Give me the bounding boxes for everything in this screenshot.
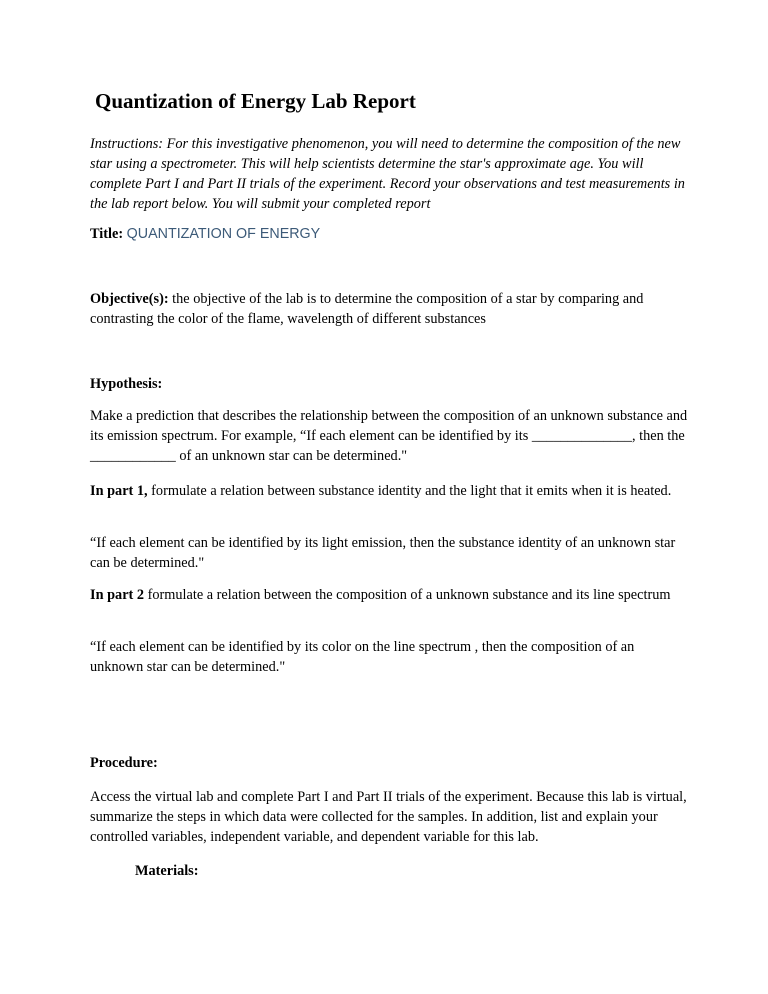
materials-heading bbox=[135, 861, 735, 881]
hypothesis-intro: Make a prediction that describes the relationship between the composition of an unknown substance and its emission spectrum. For example, “If each element can be identified by its ______________, then the ____________ of an unknown star can be determined." bbox=[90, 408, 688, 464]
procedure-heading bbox=[90, 753, 690, 773]
hypothesis-part2 bbox=[90, 585, 690, 605]
hypothesis-part1 bbox=[90, 481, 690, 501]
hypothesis-heading-text: Hypothesis: bbox=[90, 376, 163, 392]
hypothesis-heading bbox=[90, 374, 690, 394]
materials-heading-text: Materials: bbox=[135, 863, 199, 879]
objective-label: Objective(s): bbox=[90, 291, 169, 307]
title-label: Title: bbox=[90, 226, 124, 242]
procedure-heading-text: Procedure: bbox=[90, 755, 158, 771]
title-value: QUANTIZATION OF ENERGY bbox=[126, 226, 321, 242]
part1-text: formulate a relation between substance identity and the light that it emits when it is heated. bbox=[147, 483, 672, 499]
instructions-text: Instructions: For this investigative phenomenon, you will need to determine the composition of the new star using a spectrometer. This will help scientists determine the star's approximate age. You will complete Part I and Part II trials of the experiment. Record your observations and test measurements in the lab report below. You will submit your completed report bbox=[90, 136, 685, 212]
objective-text: the objective of the lab is to determine the composition of a star by comparing and contrasting the color of the flame, wavelength of different substances bbox=[90, 291, 644, 327]
part1-label: In part 1, bbox=[90, 483, 148, 499]
part2-answer: “If each element can be identified by its color on the line spectrum , then the composition of an unknown star can be determined." bbox=[90, 639, 635, 675]
part2-label: In part 2 bbox=[90, 587, 145, 603]
procedure-text: Access the virtual lab and complete Part I and Part II trials of the experiment. Because this lab is virtual, summarize the steps in which data were collected for the samples. In addition, list and explain your controlled variables, independent variable, and dependent variable for this lab. bbox=[90, 789, 687, 845]
page-title: Quantization of Energy Lab Report bbox=[95, 89, 416, 113]
part2-text: formulate a relation between the composition of a unknown substance and its line spectrum bbox=[144, 587, 671, 603]
title-field bbox=[90, 224, 690, 244]
objective-section bbox=[90, 289, 690, 329]
part1-answer: “If each element can be identified by its light emission, then the substance identity of an unknown star can be determined." bbox=[90, 535, 676, 571]
